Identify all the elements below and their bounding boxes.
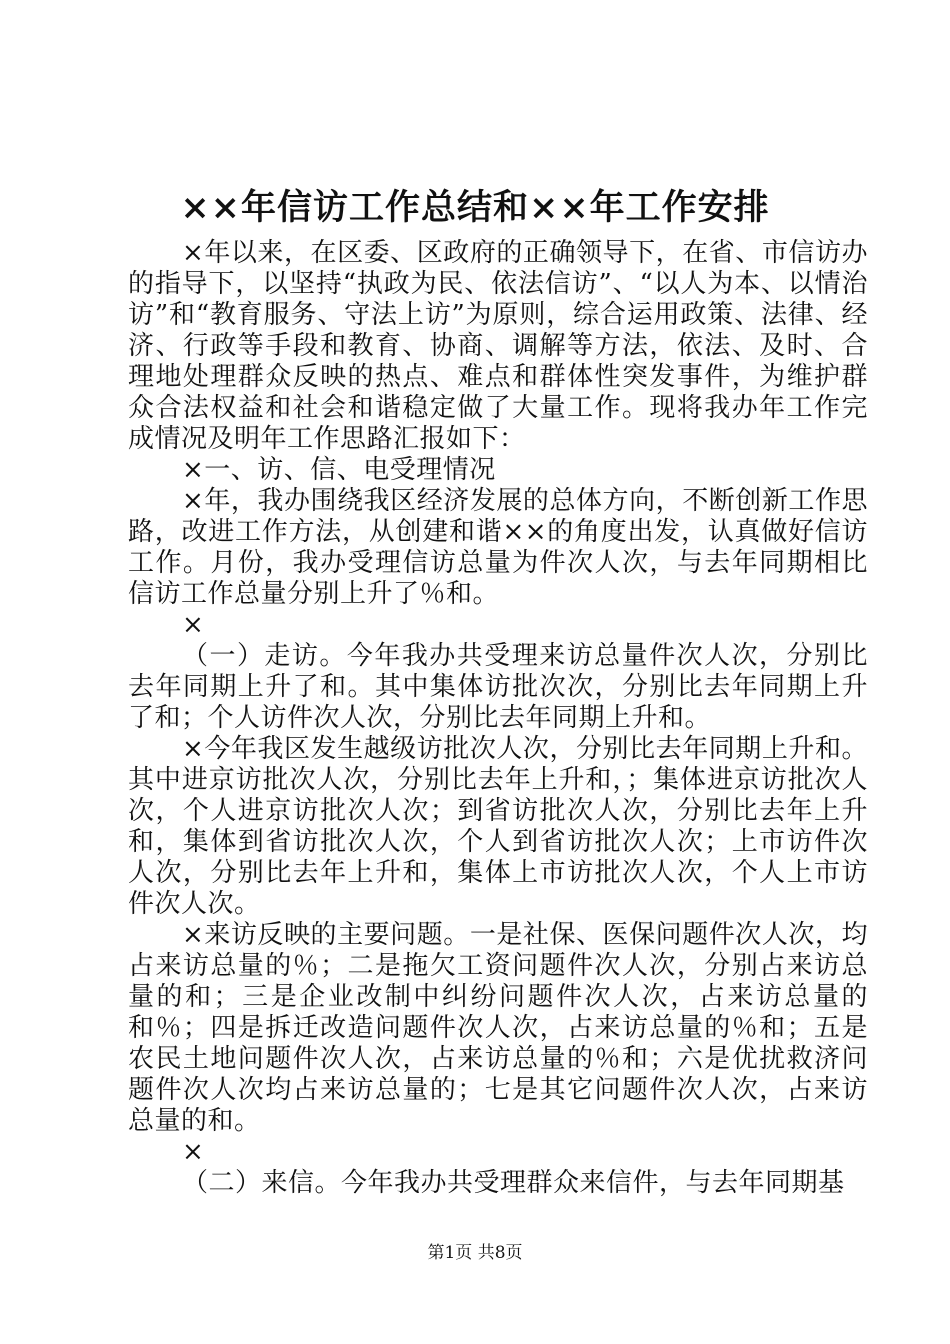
paragraph-visits: （一）走访。今年我办共受理来访总量件次人次，分别比去年同期上升了和。其中集体访批次次，分别比去年同期上升了和；个人访件次人次，分别比去年同期上升和。	[128, 641, 868, 733]
paragraph-marker: ×	[182, 610, 205, 640]
document-title: ××年信访工作总结和××年工作安排	[180, 187, 770, 228]
paragraph-letters: （二）来信。今年我办共受理群众来信件，与去年同期基	[182, 1168, 845, 1198]
paragraph-escalated-visits: ×今年我区发生越级访批次人次，分别比去年同期上升和。其中进京访批次人次，分别比去年上升和，；集体进京访批次人次，个人进京访批次人次；到省访批次人次，分别比去年上升和，集体到省访批次人次，个人到省访批次人次；上市访件次人次，分别比去年上升和，集体上市访批次人次，个人上市访件次人次。	[128, 734, 868, 919]
page-footer: 第1页 共8页	[427, 1243, 523, 1263]
section-heading-1: ×一、访、信、电受理情况	[182, 455, 496, 485]
paragraph-marker: ×	[182, 1137, 205, 1167]
paragraph-overview: ×年，我办围绕我区经济发展的总体方向，不断创新工作思路，改进工作方法，从创建和谐××的角度出发，认真做好信访工作。月份，我办受理信访总量为件次人次，与去年同期相比信访工作总量分别上升了％和。	[128, 486, 868, 609]
document-body	[128, 238, 868, 1199]
paragraph-intro: ×年以来，在区委、区政府的正确领导下，在省、市信访办的指导下，以坚持“执政为民、依法信访”、“以人为本、以情治访”和“教育服务、守法上访”为原则，综合运用政策、法律、经济、行政等手段和教育、协商、调解等方法，依法、及时、合理地处理群众反映的热点、难点和群体性突发事件，为维护群众合法权益和社会和谐稳定做了大量工作。现将我办年工作完成情况及明年工作思路汇报如下：	[128, 238, 868, 454]
paragraph-main-issues: ×来访反映的主要问题。一是社保、医保问题件次人次，均占来访总量的％；二是拖欠工资问题件次人次，分别占来访总量的和；三是企业改制中纠纷问题件次人次，占来访总量的和％；四是拆迁改造问题件次人次，占来访总量的％和；五是农民土地问题件次人次，占来访总量的％和；六是优扰救济问题件次人次均占来访总量的；七是其它问题件次人次，占来访总量的和。	[128, 920, 868, 1136]
